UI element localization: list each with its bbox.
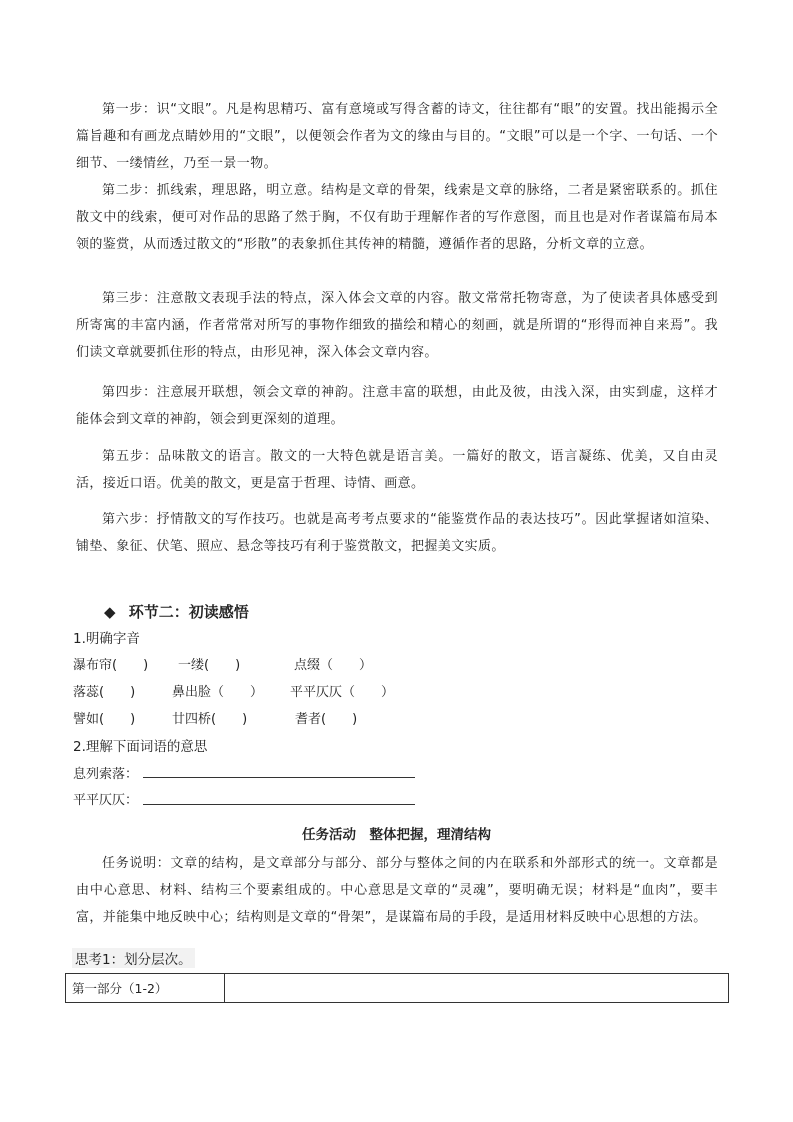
- step-2-paragraph: 第二步：抓线索，理思路，明立意。结构是文章的骨架，线索是文章的脉络，二者是紧密联系的。抓住散文中的线索，便可对作品的思路了然于胸，不仅有助于理解作者的写作意图，而且也是对作者谋篇布局本领的鉴赏，从而透过散文的“形散”的表象抓住其传神的精髓，遵循作者的思路，分析文章的立意。: [76, 183, 718, 252]
- think-1-label: 思考1：划分层次。: [72, 948, 195, 968]
- diamond-bullet-icon: ◆: [104, 603, 116, 621]
- section-2-title: 环节二：初读感悟: [128, 603, 249, 621]
- pinyin-item: 譬如( ): [73, 712, 136, 727]
- step-4-paragraph: 第四步：注意展开联想，领会文章的神韵。注意丰富的联想，由此及彼，由浅入深，由实到虚，这样才能体会到文章的神韵，领会到更深刻的道理。: [76, 385, 718, 427]
- answer-line[interactable]: [143, 777, 415, 778]
- pinyin-item: 落蕊( ): [73, 685, 136, 700]
- vocab-label: 息列索落：: [73, 767, 139, 782]
- step-3-paragraph: 第三步：注意散文表现手法的特点，深入体会文章的内容。散文常常托物寄意，为了使读者具体感受到所寄寓的丰富内涵，作者常常对所写的事物作细致的描绘和精心的刻画，就是所谓的“形得而神自来焉”。我们读文章就要抓住形的特点，由形见神，深入体会文章内容。: [76, 291, 718, 360]
- pinyin-item: 点缀（ ）: [294, 658, 373, 673]
- task-title: 任务活动 整体把握，理清结构: [302, 827, 491, 843]
- structure-table: [65, 973, 729, 1003]
- question-2-title: 2.理解下面词语的意思: [73, 739, 208, 755]
- vocab-label: 平平仄仄：: [73, 793, 139, 808]
- pinyin-item: 耆者( ): [295, 712, 358, 727]
- table-row: [66, 974, 729, 1003]
- step-6-paragraph: 第六步：抒情散文的写作技巧。也就是高考考点要求的“能鉴赏作品的表达技巧”。因此掌握诸如渲染、铺垫、象征、伏笔、照应、悬念等技巧有利于鉴赏散文，把握美文实质。: [76, 512, 718, 554]
- pinyin-item: 廿四桥( ): [172, 712, 248, 727]
- table-cell-answer[interactable]: [225, 974, 729, 1003]
- pinyin-item: 一缕( ): [178, 658, 241, 673]
- section-2-header: [104, 601, 249, 622]
- pinyin-item: 鼻出脸（ ）: [172, 685, 264, 700]
- table-cell-label: 第一部分（1-2）: [66, 974, 225, 1003]
- question-1-title: 1.明确字音: [73, 631, 140, 647]
- pinyin-item: 平平仄仄（ ）: [290, 685, 395, 700]
- step-1-paragraph: 第一步：识“文眼”。凡是构思精巧、富有意境或写得含蓄的诗文，往往都有“眼”的安置。找出能揭示全篇旨趣和有画龙点睛妙用的“文眼”，以便领会作者为文的缘由与目的。“文眼”可以是一个字、一句话、一个细节、一缕情丝，乃至一景一物。: [76, 102, 718, 171]
- step-5-paragraph: 第五步：品味散文的语言。散文的一大特色就是语言美。一篇好的散文，语言凝练、优美，又自由灵活，接近口语。优美的散文，更是富于哲理、诗情、画意。: [76, 449, 718, 491]
- answer-line[interactable]: [143, 804, 415, 805]
- pinyin-item: 瀑布帘( ): [73, 658, 149, 673]
- task-description: 任务说明：文章的结构，是文章部分与部分、部分与整体之间的内在联系和外部形式的统一。文章都是由中心意思、材料、结构三个要素组成的。中心意思是文章的“灵魂”，要明确无误；材料是“血肉”，要丰富，并能集中地反映中心；结构则是文章的“骨架”，是谋篇布局的手段，是适用材料反映中心思想的方法。: [76, 856, 718, 925]
